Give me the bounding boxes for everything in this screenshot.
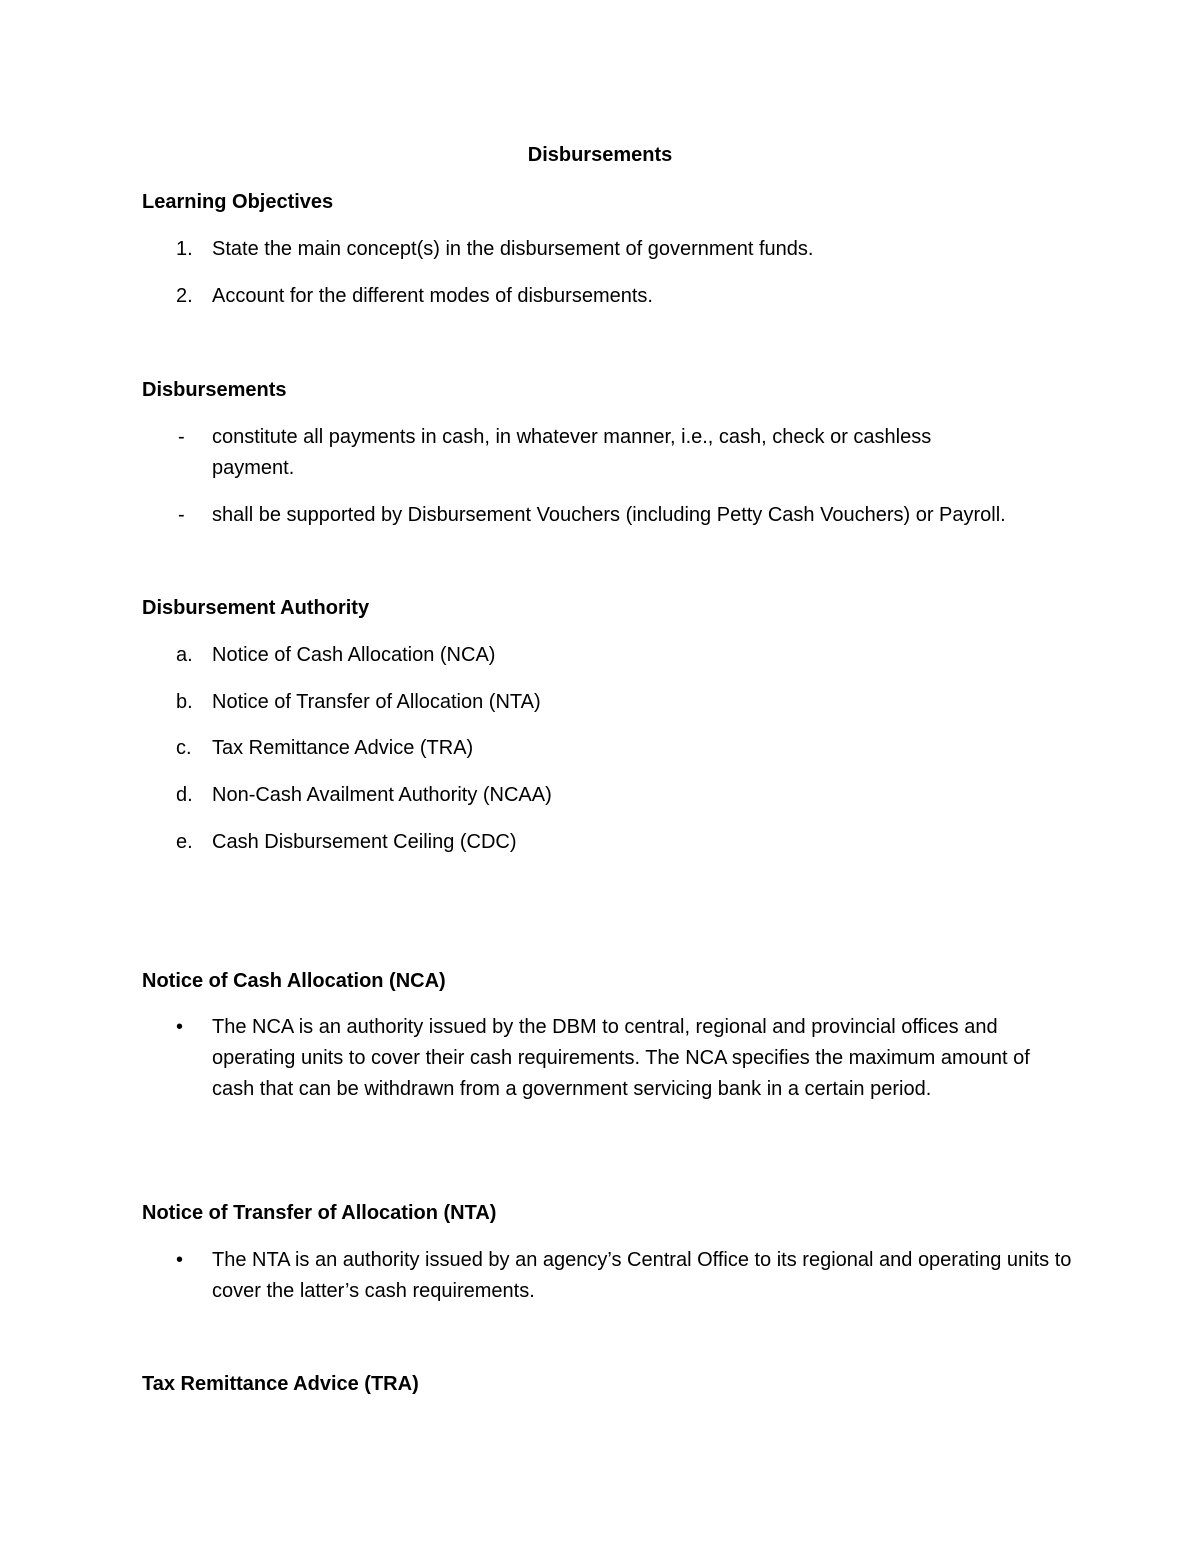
list-item: The NTA is an authority issued by an agency’s Central Office to its regional and operating units to cover the latter’s cash requirements.: [212, 1249, 1072, 1302]
list-item-marker: a.: [176, 644, 193, 666]
nca-heading: Notice of Cash Allocation (NCA): [142, 970, 446, 992]
list-item-marker: c.: [176, 737, 192, 759]
list-item-marker: 2.: [176, 285, 193, 307]
disbursement-authority-heading: Disbursement Authority: [142, 597, 370, 619]
list-item-marker: 1.: [176, 238, 193, 260]
bullet-marker: •: [176, 1016, 184, 1038]
list-item: Notice of Transfer of Allocation (NTA): [212, 691, 541, 713]
list-item: shall be supported by Disbursement Vouchers (including Petty Cash Vouchers) or Payroll.: [212, 504, 1006, 526]
list-item-marker: d.: [176, 784, 193, 806]
dash-marker: -: [178, 426, 185, 448]
list-item-marker: b.: [176, 691, 193, 713]
nta-heading: Notice of Transfer of Allocation (NTA): [142, 1202, 497, 1224]
dash-marker: -: [178, 504, 185, 526]
list-item: Notice of Cash Allocation (NCA): [212, 644, 496, 666]
bullet-marker: •: [176, 1249, 184, 1271]
disbursements-heading: Disbursements: [142, 379, 287, 401]
list-item: Tax Remittance Advice (TRA): [212, 737, 474, 759]
document-title: Disbursements: [527, 144, 673, 166]
list-item: Cash Disbursement Ceiling (CDC): [212, 831, 517, 853]
learning-objectives-heading: Learning Objectives: [142, 191, 334, 213]
list-item: The NCA is an authority issued by the DBM to central, regional and provincial offices and operating units to cover their cash requirements. The NCA specifies the maximum amount of cash that can be withdrawn from a government servicing bank in a certain period.: [212, 1016, 1030, 1100]
tra-heading: Tax Remittance Advice (TRA): [142, 1373, 419, 1395]
list-item: Non-Cash Availment Authority (NCAA): [212, 784, 552, 806]
list-item: constitute all payments in cash, in whatever manner, i.e., cash, check or cashless payment.: [212, 426, 932, 479]
list-item: Account for the different modes of disbursements.: [212, 285, 653, 307]
list-item-marker: e.: [176, 831, 193, 853]
list-item: State the main concept(s) in the disbursement of government funds.: [212, 238, 814, 260]
